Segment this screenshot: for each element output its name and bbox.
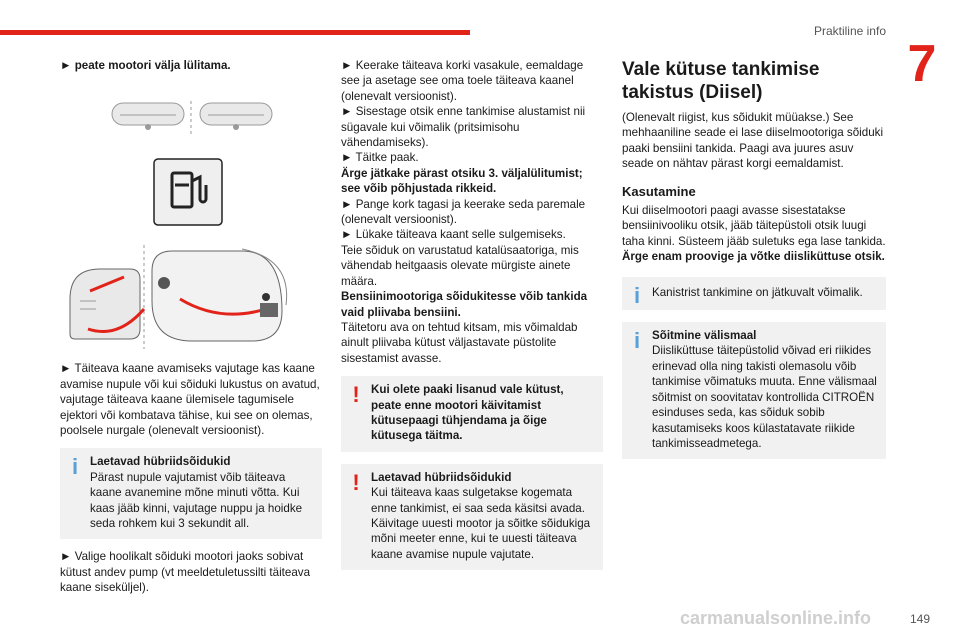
- header-accent-bar: [0, 30, 470, 35]
- warning-icon: !: [352, 469, 360, 495]
- info-title: Sõitmine välismaal: [652, 329, 757, 343]
- fuel-flap-illustration: [60, 81, 322, 351]
- section-heading: Vale kütuse tankimise takistus (Diisel): [622, 59, 820, 103]
- info-box: [622, 277, 886, 310]
- paragraph: Teie sõiduk on varustatud katalüsaatoriga, mis vähendab heitgaasis olevate mürgiste ainete määra.: [341, 243, 579, 288]
- column-middle: [341, 58, 603, 570]
- warning-text: Kui olete paaki lisanud vale kütust, peate enne mootori käivitamist kütusepaagi tühjendama ja õige kütusega täitma.: [371, 383, 564, 443]
- info-text: Kanistrist tankimine on jätkuvalt võimalik.: [652, 285, 863, 299]
- paragraph: ► Pange kork tagasi ja keerake seda paremale (olenevalt versioonist).: [341, 197, 586, 227]
- fuel-cap-open: [152, 249, 287, 341]
- bold-note: Ärge jätkake pärast otsiku 3. väljalülitumist; see võib põhjustada rikkeid.: [341, 166, 583, 196]
- info-text: Diisliküttuse täitepüstolid võivad eri riikides erinevad olla ning takisti olemasolu võib tankimise võimatuks muuta. Enne välismaal sõitmist on soovitatav kontrollida CITROËN esinduses seda, kas sõiduk sobib kasutamiseks koos külastatavate riikide tankimisseadmetega.: [652, 344, 877, 450]
- steering-wheel-icon: [112, 103, 184, 130]
- info-box: [622, 322, 886, 459]
- warning-text: Kui täiteava kaas sulgetakse kogemata enne tankimist, ei saa seda käsitsi avada. Käivitage uuesti mootor ja sõitke sõidukiga mõni meeter enne, kui te uuesti täiteava kaane avamise nupule vajutate.: [371, 486, 591, 561]
- sub-heading: Kasutamine: [622, 183, 696, 199]
- paragraph: ► Keerake täiteava korki vasakule, eemaldage see ja asetage see oma toele täiteava kaanel (olenevalt versioonist).: [341, 59, 584, 103]
- paragraph: Täitetoru ava on tehtud kitsam, mis võimaldab ainult pliivaba kütust väljastavate püstolite sisestamist avasse.: [341, 320, 578, 365]
- column-left: [60, 58, 322, 596]
- warning-box: [341, 464, 603, 570]
- page-number: 149: [909, 612, 930, 626]
- info-icon: i: [633, 282, 641, 308]
- column-right: [622, 58, 886, 459]
- steering-wheel-icon: [200, 103, 272, 130]
- watermark: carmanualsonline.info: [680, 608, 872, 628]
- paragraph: ► Sisestage otsik enne tankimise alustamist nii sügavale kui võimalik (pritsimisohu vähendamiseks).: [341, 105, 586, 150]
- info-box: [60, 448, 322, 539]
- info-icon: i: [633, 328, 641, 354]
- fuel-flap-open: [70, 269, 144, 339]
- paragraph: ► Täiteava kaane avamiseks vajutage kas kaane avamise nupule või kui sõiduki lukustus on avatud, vajutage täiteava kaane ülemisele tagumisele ejektori või kombatava tähise, kui see on olemas, poolsele nurgale (olenevalt versioonist).: [60, 362, 320, 438]
- fuel-pump-icon: [154, 159, 222, 225]
- chapter-number: 7: [907, 35, 937, 93]
- info-text: Pärast nupule vajutamist võib täiteava kaane avanemine mõne minuti võtta. Kui kaas jääb kinni, vajutage nuppu ja hoidke seda rohkem kui 3 sekundit all.: [90, 470, 303, 531]
- bold-note: Ärge enam proovige ja võtke diisliküttuse otsik.: [622, 250, 885, 264]
- paragraph: ► Valige hoolikalt sõiduki mootori jaoks sobivat kütust andev pump (vt meeldetuletussilti täiteava kaane siseküljel).: [60, 550, 311, 595]
- bold-note: Bensiinimootoriga sõidukitesse võib tankida vaid pliivaba bensiini.: [341, 290, 588, 319]
- paragraph: ► Lükake täiteava kaant selle sulgemiseks.: [341, 228, 566, 242]
- warning-box: [341, 376, 603, 452]
- paragraph: ► peate mootori välja lülitama.: [60, 59, 231, 72]
- warning-icon: !: [352, 382, 360, 408]
- info-title: Laetavad hübriidsõidukid: [90, 455, 231, 469]
- warning-title: Laetavad hübriidsõidukid: [371, 470, 512, 484]
- info-icon: i: [71, 454, 79, 480]
- section-title: Praktiline info: [813, 24, 886, 38]
- paragraph: ► Täitke paak.: [341, 151, 419, 165]
- paragraph: (Olenevalt riigist, kus sõidukit müüakse.) See mehhaaniline seade ei lase diiselmootoriga sõiduki paaki bensiini tankida. Paagi ava juures asuv seade on nähtav pärast korgi eemaldamist.: [622, 111, 884, 171]
- paragraph: Kui diiselmootori paagi avasse sisestatakse bensiinivooliku otsik, jääb täitepüstoli otsik luugi taha kinni. Süsteem jääb suletuks ega lase tankida.: [622, 204, 886, 248]
